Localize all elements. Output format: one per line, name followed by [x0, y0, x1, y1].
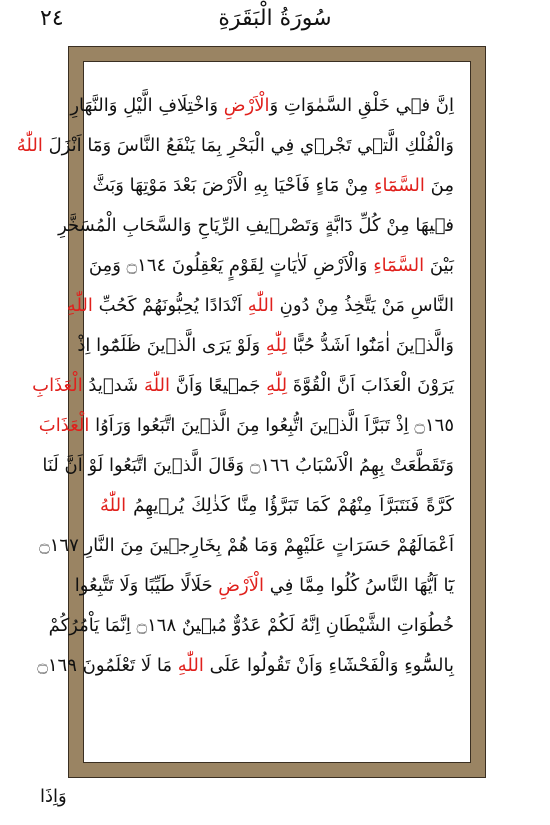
verse-segment: حَلَالًا طَيِّبًا وَلَا تَتَّبِعُوا — [74, 575, 219, 596]
verse-segment: وَالَّذٖينَ اٰمَنُٓوا اَشَدُّ حُبًّا — [287, 335, 454, 356]
highlighted-word: اللّٰهِ — [66, 295, 93, 316]
verse-segment: مِنْ مَٓاءٍ فَاَحْيَا بِهِ الْاَرْضَ بَعْدَ مَوْتِهَا وَبَثَّ — [92, 175, 375, 196]
verse-line — [92, 166, 454, 206]
verse-segment: وَاخْتِلَافِ الَّيْلِ وَالنَّهَارِ — [70, 95, 224, 116]
highlighted-word: لِلّٰهِ — [266, 375, 288, 396]
verse-line — [48, 606, 454, 646]
verse-segment: بَيْنَ — [424, 255, 454, 276]
verse-line — [39, 526, 454, 566]
surah-title: سُورَةُ الْبَقَرَةِ — [218, 6, 332, 31]
verse-segment: جَمٖيعًا وَاَنَّ — [170, 375, 267, 396]
highlighted-word: الْاَرْضِ — [218, 575, 265, 596]
catchword: وَاِذَا — [40, 786, 67, 807]
verse-line — [66, 286, 454, 326]
verse-line — [70, 86, 454, 126]
highlighted-word: اللّٰهُ — [100, 495, 127, 516]
verse-line — [100, 486, 454, 526]
verse-segment: يَٓا اَيُّهَا النَّاسُ كُلُوا مِمَّا فِي — [264, 575, 454, 596]
verse-segment: ۝١٦٥ اِذْ تَبَرَّاَ الَّذٖينَ اتُّبِعُوا مِنَ الَّذٖينَ اتَّبَعُوا وَرَاَوُا — [89, 415, 454, 436]
verse-segment: اَعْمَالَهُمْ حَسَرَاتٍ عَلَيْهِمْ وَمَا هُمْ بِخَارِجٖينَ مِنَ النَّارِ ۝١٦٧ — [39, 535, 454, 556]
verse-text — [16, 86, 454, 686]
highlighted-word: الْعَذَابِ — [32, 375, 83, 396]
verse-segment: وَتَقَطَّعَتْ بِهِمُ الْاَسْبَابُ ۝١٦٦ وَقَالَ الَّذٖينَ اتَّبَعُوا لَوْ اَنَّ لَنَا — [42, 455, 454, 476]
highlighted-word: اللّٰهِ — [247, 295, 274, 316]
verse-segment: خُطُوَاتِ الشَّيْطَانِ اِنَّهُ لَكُمْ عَدُوٌّ مُبٖينٌ ۝١٦٨ اِنَّمَا يَاْمُرُكُمْ — [48, 615, 454, 636]
verse-line — [32, 366, 454, 406]
verse-segment: وَلَوْ يَرَى الَّذٖينَ ظَلَمُٓوا اِذْ — [77, 335, 266, 356]
highlighted-word: الْاَرْضِ — [223, 95, 270, 116]
verse-line — [37, 646, 454, 686]
highlighted-word: اللّٰهَ — [143, 375, 171, 396]
verse-segment: فٖيهَا مِنْ كُلِّ دَٓابَّةٍ وَتَصْرٖيفِ الرِّيَاحِ وَالسَّحَابِ الْمُسَخَّرِ — [58, 215, 454, 236]
verse-segment: النَّاسِ مَنْ يَتَّخِذُ مِنْ دُونِ — [273, 295, 454, 316]
verse-segment: مِنَ — [424, 175, 454, 196]
verse-segment: اِنَّ فٖي خَلْقِ السَّمٰوَاتِ وَ — [269, 95, 454, 116]
highlighted-word: الْعَذَابَ — [38, 415, 90, 436]
verse-line — [38, 406, 454, 446]
verse-segment: مَا لَا تَعْلَمُونَ ۝١٦٩ — [37, 655, 178, 676]
verse-line — [16, 126, 454, 166]
verse-segment: اَنْدَادًا يُحِبُّونَهُمْ كَحُبِّ — [92, 295, 248, 316]
highlighted-word: السَّمَٓاءِ — [373, 255, 425, 276]
verse-line — [42, 446, 454, 486]
verse-segment: وَالْاَرْضِ لَاٰيَاتٍ لِقَوْمٍ يَعْقِلُونَ ۝١٦٤ وَمِنَ — [88, 255, 374, 276]
highlighted-word: السَّمَٓاءِ — [374, 175, 425, 196]
highlighted-word: اللّٰهِ — [177, 655, 204, 676]
verse-segment: وَالْفُلْكِ الَّتٖي تَجْرٖي فِي الْبَحْرِ بِمَا يَنْفَعُ النَّاسَ وَمَٓا اَنْزَلَ — [42, 135, 454, 156]
highlighted-word: اللّٰهُ — [16, 135, 43, 156]
verse-line — [77, 326, 454, 366]
text-panel — [16, 61, 471, 763]
verse-line — [58, 206, 454, 246]
highlighted-word: لِلّٰهِ — [265, 335, 288, 356]
verse-line — [88, 246, 454, 286]
ornamental-frame — [16, 46, 486, 778]
verse-line — [74, 566, 454, 606]
page-number: ٢٤ — [40, 6, 64, 31]
verse-segment: شَدٖيدُ — [82, 375, 144, 396]
verse-segment: يَرَوْنَ الْعَذَابَ اَنَّ الْقُوَّةَ — [287, 375, 454, 396]
verse-segment: كَرَّةً فَنَتَبَرَّاَ مِنْهُمْ كَمَا تَبَرَّؤُا مِنَّا كَذٰلِكَ يُرٖيهِمُ — [126, 495, 454, 516]
verse-segment: بِالسُّٓوءِ وَالْفَحْشَٓاءِ وَاَنْ تَقُولُوا عَلَى — [203, 655, 454, 676]
